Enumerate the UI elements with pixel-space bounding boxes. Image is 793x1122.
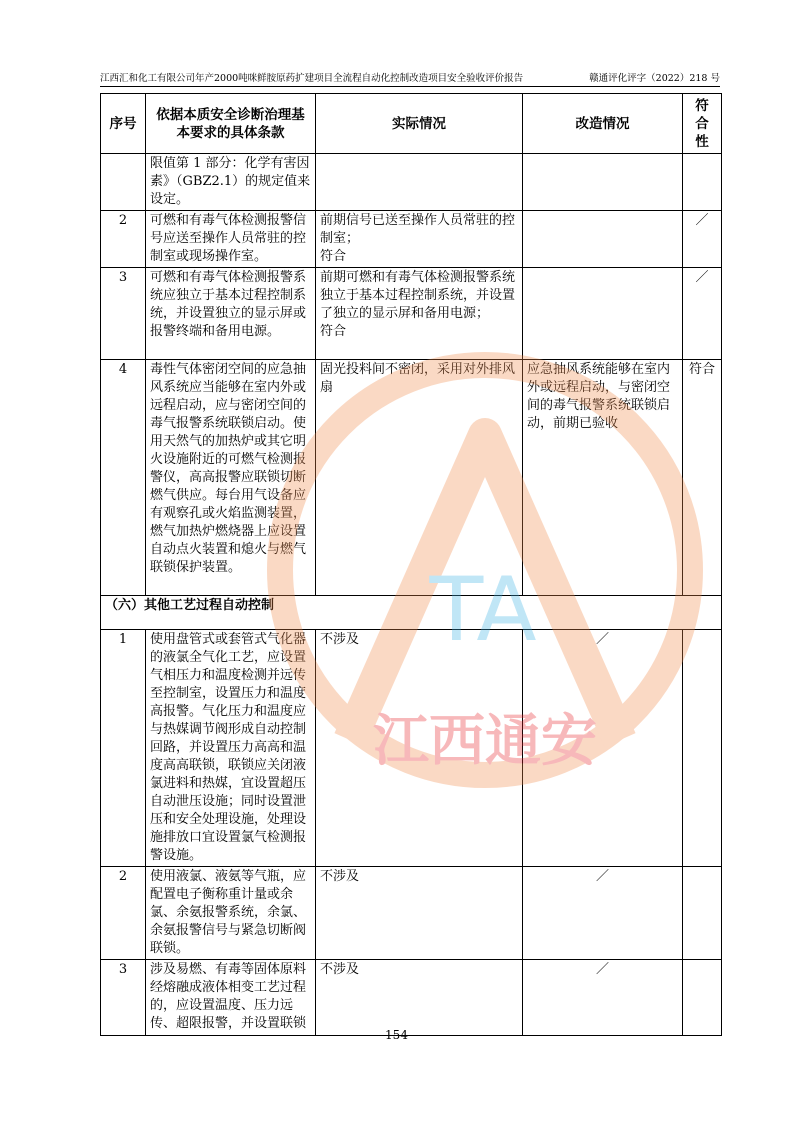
- row-number: 1: [101, 630, 146, 867]
- table-row: [101, 630, 722, 867]
- document-title: 江西汇和化工有限公司年产2000吨咪鲜胺原药扩建项目全流程自动化控制改造项目安全验收评价报告: [100, 73, 524, 84]
- table-row: [101, 867, 722, 960]
- row-actual: 前期可燃和有毒气体检测报警系统独立于基本过程控制系统，并设置了独立的显示屏和备用电源； 符合: [316, 268, 523, 360]
- compliance-table: [100, 93, 722, 1036]
- table-row: [101, 268, 722, 360]
- row-actual: 不涉及: [316, 867, 523, 960]
- row-result: [683, 867, 722, 960]
- col-header-actual: 实际情况: [316, 94, 523, 154]
- page-number: 154: [385, 1028, 408, 1042]
- row-actual: [316, 154, 523, 211]
- row-change: [523, 268, 683, 360]
- row-number: 2: [101, 211, 146, 268]
- row-clause: 可燃和有毒气体检测报警信号应送至操作人员常驻的控制室或现场操作室。: [146, 211, 316, 268]
- row-result: [683, 960, 722, 1036]
- seal-company-name: 江西通安: [373, 709, 597, 774]
- row-result: ／: [683, 211, 722, 268]
- row-result: ／: [683, 268, 722, 360]
- row-change: 应急抽风系统能够在室内外或远程启动，与密闭空间的毒气报警系统联锁启动，前期已验收: [523, 360, 683, 596]
- row-change: ／: [523, 867, 683, 960]
- row-clause: 毒性气体密闭空间的应急抽风系统应当能够在室内外或远程启动，应与密闭空间的毒气报警系统联锁启动。使用天然气的加热炉或其它明火设施附近的可燃气检测报警仪，高高报警应联锁切断燃气供应。每台用气设备应有观察孔或火焰监测装置，燃气加热炉燃烧器上应设置自动点火装置和熄火与燃气联锁保护装置。: [146, 360, 316, 596]
- row-change: ／: [523, 630, 683, 867]
- row-actual: 前期信号已送至操作人员常驻的控制室； 符合: [316, 211, 523, 268]
- row-clause: 使用液氯、液氨等气瓶，应配置电子衡称重计量或余氯、余氨报警系统，余氯、余氨报警信号与紧急切断阀联锁。: [146, 867, 316, 960]
- document-reference: 赣通评化评字（2022）218 号: [589, 73, 720, 84]
- col-header-clause: 依据本质安全诊断治理基本要求的具体条款: [146, 94, 316, 154]
- col-header-number: 序号: [101, 94, 146, 154]
- row-clause: 限值第 1 部分：化学有害因素》（GBZ2.1）的规定值来设定。: [146, 154, 316, 211]
- row-number: 3: [101, 960, 146, 1036]
- col-header-result: 符合性: [683, 94, 722, 154]
- seal-letters: TA: [429, 558, 537, 661]
- section-row: [101, 596, 722, 630]
- row-clause: 使用盘管式或套管式气化器的液氯全气化工艺，应设置气相压力和温度检测并远传至控制室，设置压力和温度高报警。气化压力和温度应与热媒调节阀形成自动控制回路，并设置压力高高和温度高高联锁，联锁应关闭液氯进料和热媒，宜设置超压自动泄压设施；同时设置泄压和安全处理设施，处理设施排放口宜设置氯气检测报警设施。: [146, 630, 316, 867]
- table-row: [101, 211, 722, 268]
- section-title: （六）其他工艺过程自动控制: [101, 596, 722, 630]
- row-change: [523, 211, 683, 268]
- table-row: [101, 960, 722, 1036]
- row-change: [523, 154, 683, 211]
- row-number: 2: [101, 867, 146, 960]
- table-row: [101, 154, 722, 211]
- row-number: 4: [101, 360, 146, 596]
- document-header: [100, 70, 720, 84]
- table-row: [101, 360, 722, 596]
- row-clause: 涉及易燃、有毒等固体原料经熔融成液体相变工艺过程的，应设置温度、压力远传、超限报警，并设置联锁: [146, 960, 316, 1036]
- row-result: [683, 630, 722, 867]
- row-change: ／: [523, 960, 683, 1036]
- row-actual: 固光投料间不密闭，采用对外排风扇: [316, 360, 523, 596]
- row-actual: 不涉及: [316, 630, 523, 867]
- header-rule: [100, 86, 720, 87]
- row-number: 3: [101, 268, 146, 360]
- col-header-change: 改造情况: [523, 94, 683, 154]
- table-header-row: [101, 94, 722, 154]
- row-actual: 不涉及: [316, 960, 523, 1036]
- row-result: [683, 154, 722, 211]
- row-clause: 可燃和有毒气体检测报警系统应独立于基本过程控制系统，并设置独立的显示屏或报警终端和备用电源。: [146, 268, 316, 360]
- row-result: 符合: [683, 360, 722, 596]
- row-number: [101, 154, 146, 211]
